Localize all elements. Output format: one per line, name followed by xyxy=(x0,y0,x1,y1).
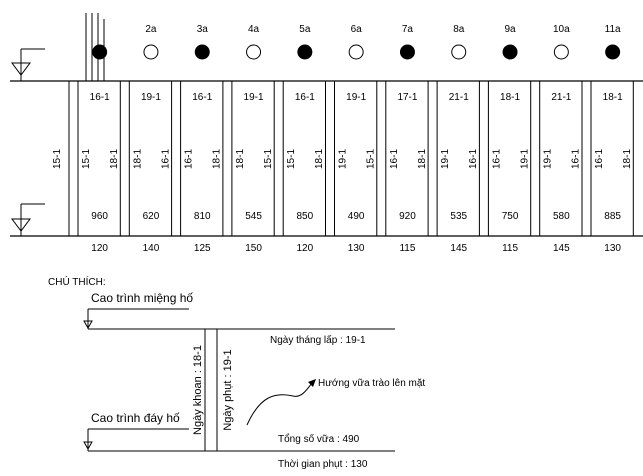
left-wall-date: 15-1 xyxy=(52,148,63,170)
panel-grout-volume: 545 xyxy=(245,211,262,222)
panel-right-date: 16-1 xyxy=(570,148,582,170)
panel-top-date: 21-1 xyxy=(448,92,469,103)
panel-left-date: 15-1 xyxy=(81,148,92,170)
grouted-hole-icon xyxy=(93,45,107,59)
panel-grout-volume: 920 xyxy=(399,211,416,222)
panel xyxy=(172,24,223,254)
panel-left-date: 19-1 xyxy=(542,148,554,170)
panel-left-date: 19-1 xyxy=(440,148,452,170)
open-hole-icon xyxy=(349,45,363,59)
legend-grout-date: Ngày phụt : 19-1 xyxy=(222,349,234,431)
top-elevation-marker xyxy=(12,49,45,81)
panel xyxy=(377,24,428,254)
panel xyxy=(479,24,530,254)
panel-right-date: 18-1 xyxy=(416,148,428,170)
panel-top-date: 19-1 xyxy=(243,92,264,103)
grouted-hole-icon xyxy=(503,45,517,59)
panel-top-date: 21-1 xyxy=(551,92,572,103)
panel-left-date: 15-1 xyxy=(286,148,298,170)
panel xyxy=(223,24,274,254)
legend-overflow-direction: Hướng vữa trào lên mặt xyxy=(318,378,426,389)
panel-grout-volume: 490 xyxy=(347,211,365,222)
panel-grout-volume: 580 xyxy=(553,211,570,222)
panel-grout-time: 145 xyxy=(553,243,570,254)
panel-grout-volume: 850 xyxy=(296,211,314,222)
grouted-hole-icon xyxy=(298,45,312,59)
panel xyxy=(428,24,479,254)
panel-grout-volume: 960 xyxy=(91,211,108,222)
hole-label: 3a xyxy=(196,24,208,35)
panel-grout-volume: 535 xyxy=(450,211,468,222)
bottom-elevation-marker xyxy=(12,204,45,236)
legend-top-level-label: Cao trình miệng hố xyxy=(91,291,194,305)
panel-grout-time: 115 xyxy=(399,243,416,254)
panel-right-date: 18-1 xyxy=(109,148,120,170)
panel-right-date: 18-1 xyxy=(622,148,633,170)
hole-label: 4a xyxy=(247,24,260,35)
panel-right-date: 15-1 xyxy=(365,148,377,170)
hole-label: 11a xyxy=(604,24,621,35)
panel-grout-time: 140 xyxy=(142,243,160,254)
panel-grout-time: 130 xyxy=(604,243,621,254)
grouted-hole-icon xyxy=(195,45,209,59)
panel-top-date: 16-1 xyxy=(89,92,110,103)
panel-top-date: 19-1 xyxy=(346,92,367,103)
panel-grout-volume: 620 xyxy=(142,211,160,222)
panel-right-date: 19-1 xyxy=(519,148,531,170)
panel-grout-time: 120 xyxy=(91,243,108,254)
panel-top-date: 17-1 xyxy=(397,92,418,103)
grouted-hole-icon xyxy=(400,45,414,59)
hole-label: 2a xyxy=(145,24,157,35)
panel xyxy=(531,24,582,254)
legend-backfill-date: Ngày tháng lấp : 19-1 xyxy=(270,335,366,346)
panel-grout-time: 115 xyxy=(502,243,519,254)
panel-grout-volume: 885 xyxy=(604,211,621,222)
panel xyxy=(582,24,633,254)
legend-bottom-level-label: Cao trình đáy hố xyxy=(91,411,180,425)
hole-label: 8a xyxy=(453,24,465,35)
open-hole-icon xyxy=(144,45,158,59)
hole-label: 9a xyxy=(504,24,516,35)
hole-label: 6a xyxy=(350,24,362,35)
hole-label: 7a xyxy=(401,24,414,35)
legend-grout-time: Thời gian phụt : 130 xyxy=(278,459,368,470)
panel-left-date: 18-1 xyxy=(132,148,144,170)
panel-grout-volume: 750 xyxy=(501,211,519,222)
panel-grout-time: 145 xyxy=(450,243,468,254)
panel-left-date: 18-1 xyxy=(234,148,246,170)
hole-label: 5a xyxy=(299,24,311,35)
panel-group xyxy=(69,24,633,254)
open-hole-icon xyxy=(247,45,261,59)
legend xyxy=(48,275,425,470)
panel xyxy=(120,24,171,254)
legend-drill-date: Ngày khoan : 18-1 xyxy=(192,345,204,435)
panel-right-date: 16-1 xyxy=(160,148,172,170)
panel-top-date: 18-1 xyxy=(602,92,623,103)
panel-top-date: 19-1 xyxy=(140,92,161,103)
panel-grout-time: 125 xyxy=(193,243,211,254)
open-hole-icon xyxy=(554,45,568,59)
panel-grout-volume: 810 xyxy=(193,211,211,222)
panel-left-date: 16-1 xyxy=(491,148,503,170)
overflow-direction-arrow-icon xyxy=(247,383,312,425)
panel-right-date: 16-1 xyxy=(468,148,480,170)
panel-top-date: 16-1 xyxy=(192,92,213,103)
panel xyxy=(274,24,325,254)
panel-right-date: 18-1 xyxy=(314,148,326,170)
panel-left-date: 16-1 xyxy=(388,148,400,170)
legend-title: CHÚ THÍCH: xyxy=(48,277,106,288)
elevation-markers xyxy=(12,49,45,236)
panel-right-date: 18-1 xyxy=(211,148,223,170)
panel xyxy=(326,24,377,254)
hole-label: 10a xyxy=(553,24,570,35)
panel-grout-time: 120 xyxy=(296,243,314,254)
panel-left-date: 19-1 xyxy=(337,148,349,170)
panel-top-date: 16-1 xyxy=(294,92,315,103)
panel-grout-time: 150 xyxy=(245,243,262,254)
legend-sample-panel xyxy=(205,329,217,451)
panel xyxy=(69,45,120,254)
panel-right-date: 15-1 xyxy=(262,148,274,170)
panel-left-date: 16-1 xyxy=(594,148,605,170)
panel-left-date: 16-1 xyxy=(183,148,195,170)
panel-top-date: 18-1 xyxy=(500,92,521,103)
legend-total-grout: Tổng số vữa : 490 xyxy=(278,434,360,445)
grouted-hole-icon xyxy=(606,45,620,59)
open-hole-icon xyxy=(452,45,466,59)
panel-grout-time: 130 xyxy=(347,243,365,254)
